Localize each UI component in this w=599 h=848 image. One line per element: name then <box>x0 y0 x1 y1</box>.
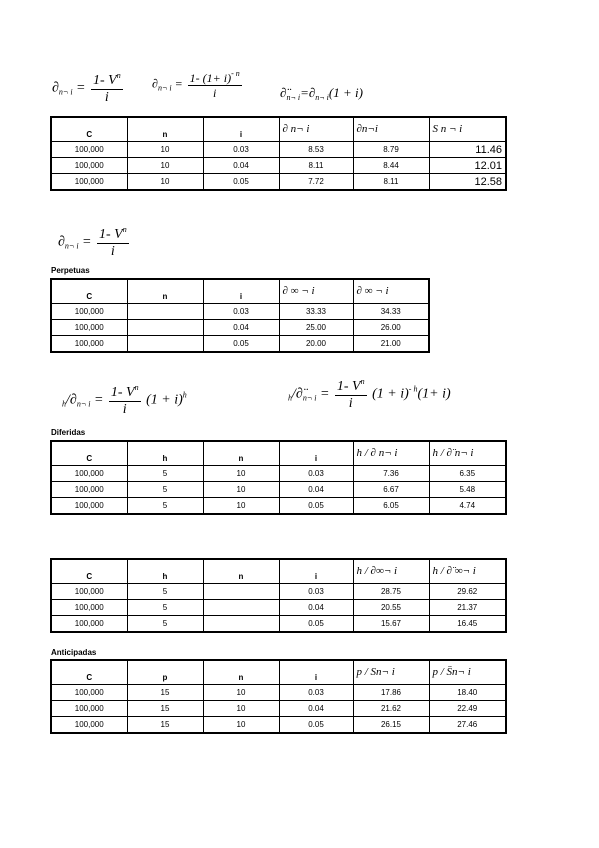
cell: 0.04 <box>279 600 353 616</box>
header-deferred-perpetuity: h / ∂∞¬ i <box>353 559 429 584</box>
table-row <box>51 466 506 482</box>
cell: 8.11 <box>279 158 353 174</box>
cell: 10 <box>203 717 279 734</box>
cell: 100,000 <box>51 320 127 336</box>
anticipated-table <box>50 659 507 734</box>
header-i: i <box>203 117 279 142</box>
cell: 100,000 <box>51 584 127 600</box>
table-row <box>51 584 506 600</box>
cell: 5 <box>127 466 203 482</box>
cell: 100,000 <box>51 142 127 158</box>
cell: 0.05 <box>203 174 279 191</box>
cell: 6.05 <box>353 498 429 515</box>
cell: 26.15 <box>353 717 429 734</box>
header-anticipated: p / Sn¬ i <box>353 660 429 685</box>
table-header-row <box>51 660 506 685</box>
header-annuity: ∂ n¬ i <box>279 117 353 142</box>
cell <box>203 584 279 600</box>
cell: 10 <box>127 174 203 191</box>
formula-deferred-annuity: $_h/\partial_{n\neg i}$ = $\frac{1- V^n}{i}$ $(1 + i)^h$ <box>62 383 187 417</box>
table-row <box>51 336 429 353</box>
cell: 5.48 <box>429 482 506 498</box>
cell: 17.86 <box>353 685 429 701</box>
deferred-perpetuity-table <box>50 558 507 633</box>
header-i: i <box>279 559 353 584</box>
cell: 0.04 <box>203 158 279 174</box>
table-row <box>51 304 429 320</box>
cell: 27.46 <box>429 717 506 734</box>
cell: 7.36 <box>353 466 429 482</box>
cell: 0.05 <box>279 498 353 515</box>
deferred-annuity-table <box>50 440 507 515</box>
cell: 100,000 <box>51 158 127 174</box>
header-c: C <box>51 441 127 466</box>
table-header-row <box>51 279 429 304</box>
cell: 5 <box>127 616 203 633</box>
cell: 21.62 <box>353 701 429 717</box>
cell: 15 <box>127 701 203 717</box>
cell: 0.05 <box>203 336 279 353</box>
header-i: i <box>279 441 353 466</box>
cell: 10 <box>203 482 279 498</box>
cell: 16.45 <box>429 616 506 633</box>
cell: 0.03 <box>279 466 353 482</box>
cell: 5 <box>127 498 203 515</box>
cell: 100,000 <box>51 701 127 717</box>
cell: 5 <box>127 482 203 498</box>
cell: 18.40 <box>429 685 506 701</box>
cell <box>203 600 279 616</box>
cell: 0.04 <box>279 701 353 717</box>
header-c: C <box>51 660 127 685</box>
cell: 6.35 <box>429 466 506 482</box>
header-perpetuity-due: ∂ ∞ ¬ i <box>353 279 429 304</box>
cell: 8.53 <box>279 142 353 158</box>
cell: 21.37 <box>429 600 506 616</box>
header-n: n <box>203 441 279 466</box>
cell: 8.44 <box>353 158 429 174</box>
header-i: i <box>279 660 353 685</box>
header-anticipated-due: p / S̈n¬ i <box>429 660 506 685</box>
header-n: n <box>203 559 279 584</box>
cell: 0.03 <box>203 142 279 158</box>
cell: 6.67 <box>353 482 429 498</box>
cell <box>127 320 203 336</box>
table-row <box>51 616 506 633</box>
cell: 5 <box>127 584 203 600</box>
table-row <box>51 701 506 717</box>
cell: 0.03 <box>279 685 353 701</box>
cell: 8.11 <box>353 174 429 191</box>
header-h: h <box>127 559 203 584</box>
cell: 0.05 <box>279 717 353 734</box>
cell: 100,000 <box>51 717 127 734</box>
cell: 0.03 <box>279 584 353 600</box>
cell: 29.62 <box>429 584 506 600</box>
header-perpetuity: ∂ ∞ ¬ i <box>279 279 353 304</box>
cell: 12.58 <box>429 174 506 191</box>
formula-perpetuity-basis: $\partial_{n\neg i}$ = $\frac{1- V^n}{i}$ <box>58 225 127 259</box>
cell: 100,000 <box>51 482 127 498</box>
cell: 4.74 <box>429 498 506 515</box>
header-h: h <box>127 441 203 466</box>
table-header-row <box>51 559 506 584</box>
cell: 10 <box>203 498 279 515</box>
perpetuity-table <box>50 278 430 353</box>
header-c: C <box>51 559 127 584</box>
cell: 100,000 <box>51 600 127 616</box>
table-header-row <box>51 117 506 142</box>
cell: 0.05 <box>279 616 353 633</box>
cell: 100,000 <box>51 498 127 515</box>
cell: 100,000 <box>51 616 127 633</box>
cell: 25.00 <box>279 320 353 336</box>
cell: 15 <box>127 685 203 701</box>
cell: 21.00 <box>353 336 429 353</box>
cell: 10 <box>127 142 203 158</box>
header-annuity-due: ∂n¬i <box>353 117 429 142</box>
cell <box>203 616 279 633</box>
table-row <box>51 685 506 701</box>
formula-deferred-annuity-due: $_h/\partial̈_{n\neg i}$ = $\frac{1- V^n}{i}$ $(1 + i)^{- h}(1+ i)$ <box>288 377 451 411</box>
header-i: i <box>203 279 279 304</box>
cell: 12.01 <box>429 158 506 174</box>
cell: 100,000 <box>51 174 127 191</box>
header-deferred: h / ∂ n¬ i <box>353 441 429 466</box>
cell: 34.33 <box>353 304 429 320</box>
table-row <box>51 158 506 174</box>
header-n: n <box>203 660 279 685</box>
annuity-table <box>50 116 507 191</box>
cell: 22.49 <box>429 701 506 717</box>
table-row <box>51 142 506 158</box>
cell: 8.79 <box>353 142 429 158</box>
table-row <box>51 498 506 515</box>
cell: 15 <box>127 717 203 734</box>
header-p: p <box>127 660 203 685</box>
cell <box>127 304 203 320</box>
cell: 100,000 <box>51 685 127 701</box>
header-c: C <box>51 117 127 142</box>
cell: 10 <box>127 158 203 174</box>
cell: 11.46 <box>429 142 506 158</box>
cell: 10 <box>203 466 279 482</box>
table-row <box>51 320 429 336</box>
header-n: n <box>127 117 203 142</box>
cell: 100,000 <box>51 466 127 482</box>
cell: 10 <box>203 701 279 717</box>
cell: 10 <box>203 685 279 701</box>
cell: 0.04 <box>279 482 353 498</box>
cell: 100,000 <box>51 336 127 353</box>
cell: 15.67 <box>353 616 429 633</box>
cell: 28.75 <box>353 584 429 600</box>
cell: 26.00 <box>353 320 429 336</box>
cell: 0.03 <box>203 304 279 320</box>
cell: 20.55 <box>353 600 429 616</box>
cell: 7.72 <box>279 174 353 191</box>
header-deferred-perpetuity-due: h / ∂̈ ∞¬ i <box>429 559 506 584</box>
header-deferred-due: h / ∂̈ n¬ i <box>429 441 506 466</box>
table-row <box>51 482 506 498</box>
header-accumulated: S n ¬ i <box>429 117 506 142</box>
cell <box>127 336 203 353</box>
formula-annuity-due: $\partial̈_{n\neg i}=\partial_{n\neg i}(1 + i)$ <box>280 85 363 102</box>
section-label-diferidas: Diferidas <box>51 428 86 437</box>
cell: 20.00 <box>279 336 353 353</box>
table-row <box>51 717 506 734</box>
table-row <box>51 600 506 616</box>
cell: 5 <box>127 600 203 616</box>
header-n: n <box>127 279 203 304</box>
table-header-row <box>51 441 506 466</box>
formula-annuity-v: $\partial_{n\neg i}$ = $\frac{1- V^n}{i}$ <box>52 71 121 105</box>
section-label-perpetuas: Perpetuas <box>51 266 90 275</box>
cell: 33.33 <box>279 304 353 320</box>
cell: 100,000 <box>51 304 127 320</box>
section-label-anticipadas: Anticipadas <box>51 648 97 657</box>
cell: 0.04 <box>203 320 279 336</box>
table-row <box>51 174 506 191</box>
header-c: C <box>51 279 127 304</box>
formula-annuity-interest: $\partial_{n\neg i}$ = $\frac{1- (1+ i)^{- n}}{i}$ <box>152 69 240 100</box>
